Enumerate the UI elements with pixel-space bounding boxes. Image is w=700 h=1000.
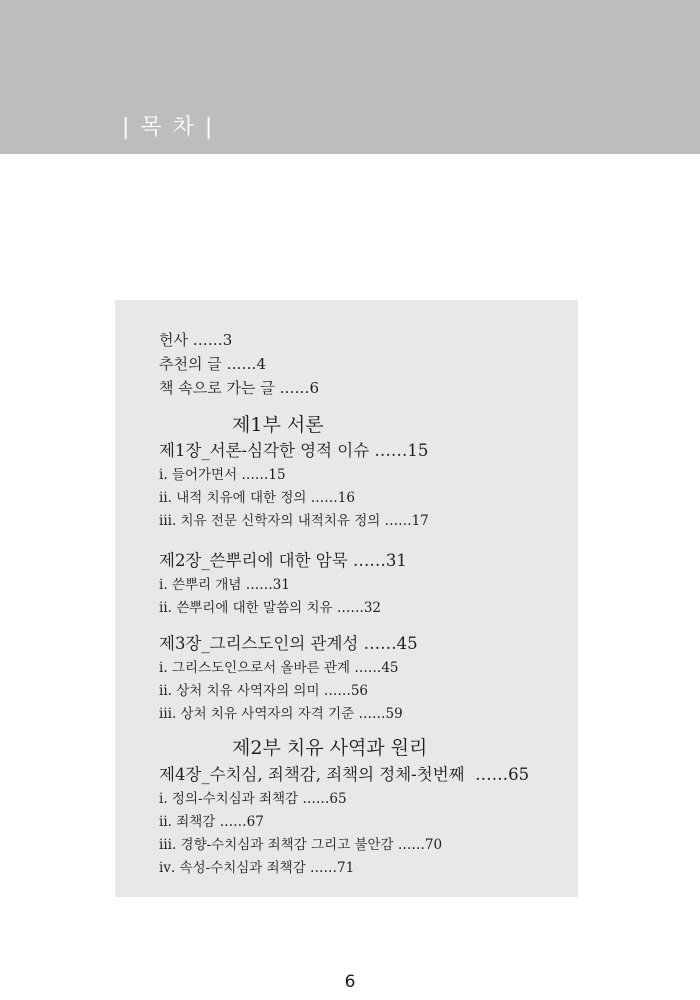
section-page: 56 [350,683,368,699]
leader: …… [352,551,386,570]
leader: …… [302,791,330,807]
chapter-page: 65 [508,765,530,784]
chapter-page: 45 [396,634,418,653]
toc-section[interactable] [159,833,442,853]
section-title: ⅱ. 죄책감 [159,814,216,830]
section-title: ⅱ. 내적 치유에 대한 정의 [159,490,307,506]
toc-chapter-2[interactable] [159,547,407,571]
entry-title: 헌사 [159,331,188,349]
toc-entry-recommendation[interactable] [159,353,266,374]
chapter-page: 15 [407,441,429,460]
section-page: 15 [268,467,286,483]
chapter-page: 31 [385,551,407,570]
toc-section[interactable] [159,856,354,876]
section-title: ⅲ. 상처 치유 사역자의 자격 기준 [159,706,355,722]
leader: …… [241,467,269,483]
leader: …… [374,441,408,460]
leader: …… [310,860,338,876]
toc-section[interactable] [159,679,368,699]
section-title: ⅱ. 쓴뿌리에 대한 말씀의 치유 [159,600,333,616]
toc-section[interactable] [159,787,347,807]
section-page: 71 [337,860,355,876]
section-title: ⅱ. 상처 치유 사역자의 의미 [159,683,320,699]
leader: …… [226,355,257,373]
section-page: 59 [385,706,403,722]
header-band [0,0,700,154]
toc-section[interactable] [159,810,264,830]
section-title: ⅰ. 정의-수치심과 죄책감 [159,791,299,807]
entry-title: 책 속으로 가는 글 [159,379,275,397]
leader: …… [245,577,273,593]
toc-section[interactable] [159,596,381,616]
chapter-title: 제2장_쓴뿌리에 대한 암묵 [159,551,348,570]
section-title: ⅲ. 경향-수치심과 죄책감 그리고 불안감 [159,837,394,853]
leader: …… [219,814,247,830]
leader: …… [363,634,397,653]
toc-section[interactable] [159,573,290,593]
chapter-title: 제1장_서론-심각한 영적 이슈 [159,441,370,460]
toc-section[interactable] [159,656,399,676]
entry-page: 6 [309,379,320,397]
section-page: 67 [246,814,264,830]
page-number: 6 [344,972,356,992]
section-page: 16 [337,490,355,506]
toc-section[interactable] [159,509,429,529]
leader: …… [475,765,509,784]
leader: …… [397,837,425,853]
chapter-title: 제3장_그리스도인의 관계성 [159,634,359,653]
toc-heading: | 목 차 | [122,115,215,140]
toc-part-2-title[interactable]: 제2부 치유 사역과 원리 [232,737,428,759]
section-title: ⅰ. 그리스도인으로서 올바른 관계 [159,660,351,676]
leader: …… [279,379,310,397]
leader: …… [310,490,338,506]
section-page: 45 [381,660,399,676]
toc-entry-dedication[interactable] [159,329,232,350]
section-page: 32 [363,600,382,616]
chapter-title: 제4장_수치심, 죄책감, 죄책의 정체-첫번째 [159,765,465,784]
entry-title: 추천의 글 [159,355,222,373]
toc-part-1-title[interactable]: 제1부 서론 [232,414,324,436]
section-title: ⅲ. 치유 전문 신학자의 내적치유 정의 [159,513,381,529]
leader: …… [192,331,223,349]
toc-chapter-1[interactable] [159,437,428,461]
toc-section[interactable] [159,702,403,722]
leader: …… [358,706,386,722]
section-page: 65 [329,791,347,807]
section-title: ⅰ. 들어가면서 [159,467,238,483]
leader: …… [354,660,382,676]
toc-chapter-4[interactable] [159,761,529,785]
toc-entry-preface[interactable] [159,377,319,398]
section-page: 31 [272,577,290,593]
leader: …… [323,683,351,699]
leader: …… [336,600,364,616]
section-page: 70 [424,837,443,853]
leader: …… [384,513,412,529]
toc-section[interactable] [159,463,286,483]
entry-page: 3 [222,331,233,349]
section-title: ⅳ. 속성-수치심과 죄책감 [159,860,306,876]
toc-section[interactable] [159,486,355,506]
toc-chapter-3[interactable] [159,630,418,654]
section-title: ⅰ. 쓴뿌리 개념 [159,577,242,593]
entry-page: 4 [256,355,267,373]
section-page: 17 [411,513,429,529]
